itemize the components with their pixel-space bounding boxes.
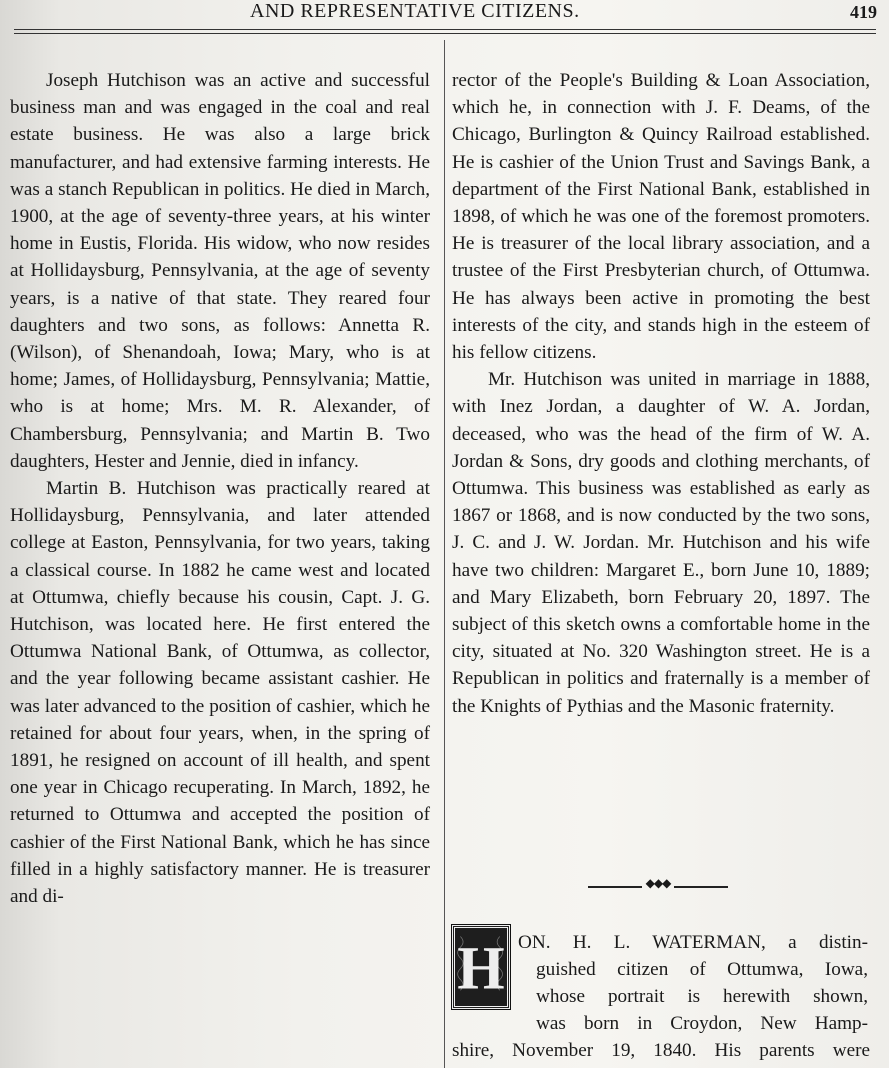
bio-line-1: ON. H. L. WATERMAN, a distin- (518, 932, 868, 953)
bio-line-2: guished citizen of Ottumwa, Iowa, (536, 959, 868, 980)
paragraph-continuation: rector of the People's Building & Loan Association, which he, in connection with J. F. Deams, of the Chicago, Burlington & Quincy Railroad established. He is cashier of the Union Trust and Savings Bank, a department of the First National Bank, established in 1898, of which he was one of the foremost promoters. He is treasurer of the local library association, and a trustee of the First Presbyterian church, of Ottumwa. He has always been active in promoting the best interests of the city, and stands high in the esteem of his fellow citizens. (452, 70, 870, 364)
bio-line-3: whose portrait is herewith shown, (536, 986, 868, 1007)
bio-line-5: shire, November 19, 1840. His parents were (452, 1040, 870, 1061)
left-column (10, 67, 430, 910)
svg-text:H: H (457, 935, 505, 1003)
paragraph-marriage: Mr. Hutchison was united in marriage in 1888, with Inez Jordan, a daughter of W. A. Jordan, deceased, who was the head of the firm of W. A. Jordan & Sons, dry goods and clothing merchants, of Ottumwa. This business was established as early as 1867 or 1868, and is now conducted by the two sons, J. C. and J. W. Jordan. Mr. Hutchison and his wife have two children: Margaret E., born June 10, 1889; and Mary Elizabeth, born February 20, 1897. The subject of this sketch owns a comfortable home in the city, situated at No. 320 Washington street. He is a Republican in politics and fraternally is a member of the Knights of Pythias and the Masonic fraternity. (452, 369, 870, 717)
header-rule-double (14, 33, 876, 34)
paragraph-joseph-hutchison: Joseph Hutchison was an active and successful business man and was engaged in the coal and real estate business. He was also a large brick manufacturer, and had extensive farming interests. He was a stanch Republican in politics. He died in March, 1900, at the age of seventy-three years, at his winter home in Eustis, Florida. His widow, who now resides at Hollidaysburg, Pennsylvania, at the age of seventy years, is a native of that state. They reared four daughters and two sons, as follows: Annetta R. (Wilson), of Shenandoah, Iowa; Mary, who is at home; James, of Hollidaysburg, Pennsylvania; Mattie, who is at home; Mrs. M. R. Alexander, of Chambersburg, Pennsylvania; and Martin B. Two daughters, Hester and Jennie, died in infancy. (10, 70, 430, 472)
running-title: AND REPRESENTATIVE CITIZENS. (250, 0, 580, 22)
page-number: 419 (850, 2, 877, 22)
header-rule (14, 29, 876, 30)
drop-cap-h (452, 925, 510, 1009)
right-column (452, 67, 870, 720)
page-header (0, 0, 889, 28)
column-divider (444, 40, 445, 1068)
bio-line-4: was born in Croydon, New Hamp- (536, 1013, 868, 1034)
section-ornament: ◆◆◆ (588, 880, 728, 894)
paragraph-martin-hutchison: Martin B. Hutchison was practically reared at Hollidaysburg, Pennsylvania, and later attended college at Easton, Pennsylvania, for two years, taking a classical course. In 1882 he came west and located at Ottumwa, chiefly because his cousin, Capt. J. G. Hutchison, was located here. He first entered the Ottumwa National Bank, of Ottumwa, as collector, and the year following became assistant cashier. He was later advanced to the position of cashier, which he retained for about four years, when, in the spring of 1891, he resigned on account of ill health, and spent one year in Chicago recuperating. In March, 1892, he returned to Ottumwa and accepted the position of cashier of the First National Bank, which he has since filled in a highly satisfactory manner. He is treasurer and di- (10, 478, 430, 908)
